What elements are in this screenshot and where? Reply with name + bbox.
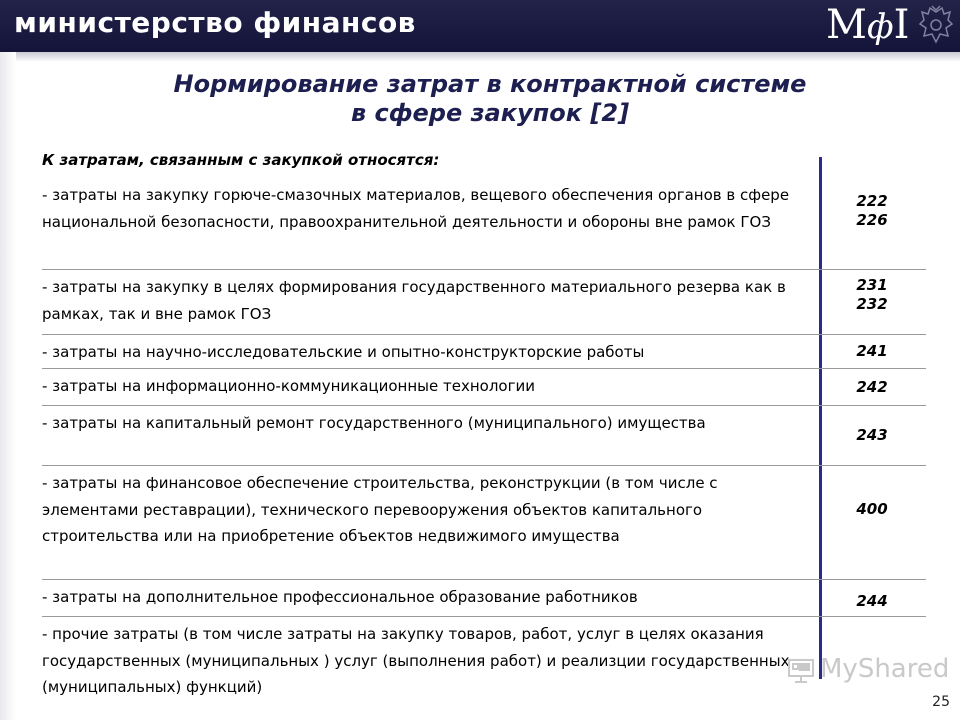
logo-letter-phi: ф	[866, 7, 894, 47]
table-row	[42, 335, 926, 369]
section-subtitle: К затратам, связанным с закупкой относятся:	[42, 151, 440, 169]
row-text: - затраты на информационно-коммуникационные технологии	[42, 377, 535, 395]
row-code	[824, 342, 920, 361]
watermark-text: MyShared	[820, 654, 950, 684]
row-text: - затраты на закупку горюче-смазочных материалов, вещевого обеспечения органов в сфере национальной безопасности, правоохранительной деятельности и обороны вне рамок ГОЗ	[42, 186, 790, 231]
slide-title-line-2: в сфере закупок [2]	[350, 99, 630, 127]
row-code	[824, 500, 920, 519]
header-bar	[0, 0, 960, 52]
table-row	[42, 406, 926, 466]
code-value: 232	[856, 295, 888, 313]
page-number: 25	[932, 694, 950, 710]
row-text: - затраты на научно-исследовательские и опытно-конструкторские работы	[42, 343, 645, 361]
code-value: 231	[856, 276, 888, 294]
table-row	[42, 178, 926, 270]
eagle-emblem-icon	[916, 4, 956, 48]
table-row	[42, 369, 926, 406]
table-row	[42, 466, 926, 580]
code-value: 222	[856, 192, 888, 210]
code-value: 400	[856, 500, 888, 518]
ministry-logo	[826, 2, 918, 48]
row-text: - прочие затраты (в том числе затраты на закупку товаров, работ, услуг в целях оказания государственных (муниципальных ) услуг (выполнения работ) и реализции государственных (муниципальных) функций)	[42, 625, 790, 696]
row-code	[824, 192, 920, 230]
row-text: - затраты на финансовое обеспечение строительства, реконструкции (в том числе с элементами реставрации), технического перевооружения объектов капитального строительства или на приобретение объектов недвижимого имущества	[42, 474, 718, 545]
header-shadow	[0, 52, 960, 62]
row-code	[824, 378, 920, 397]
watermark	[786, 654, 949, 685]
ministry-title: министерство финансов	[14, 6, 416, 39]
row-code	[824, 592, 920, 611]
row-code	[824, 276, 920, 314]
row-code	[824, 426, 920, 445]
slide-title-line-1: Нормирование затрат в контрактной системе	[173, 70, 807, 98]
logo-letter-m: М	[826, 2, 867, 48]
logo-letter-bar: I	[893, 2, 910, 48]
presentation-icon	[786, 655, 816, 685]
code-value: 244	[856, 592, 888, 610]
code-value: 226	[856, 211, 888, 229]
table-row	[42, 580, 926, 617]
row-text: - затраты на закупку в целях формирования государственного материального резерва как в рамках, так и вне рамок ГОЗ	[42, 278, 786, 323]
row-text: - затраты на капитальный ремонт государственного (муниципального) имущества	[42, 414, 706, 432]
code-value: 241	[856, 342, 888, 360]
code-value: 242	[856, 378, 888, 396]
code-value: 243	[856, 426, 888, 444]
slide-title	[60, 70, 920, 128]
row-text: - затраты на дополнительное профессиональное образование работников	[42, 588, 638, 606]
table-row	[42, 270, 926, 335]
left-margin-bar	[0, 52, 16, 720]
